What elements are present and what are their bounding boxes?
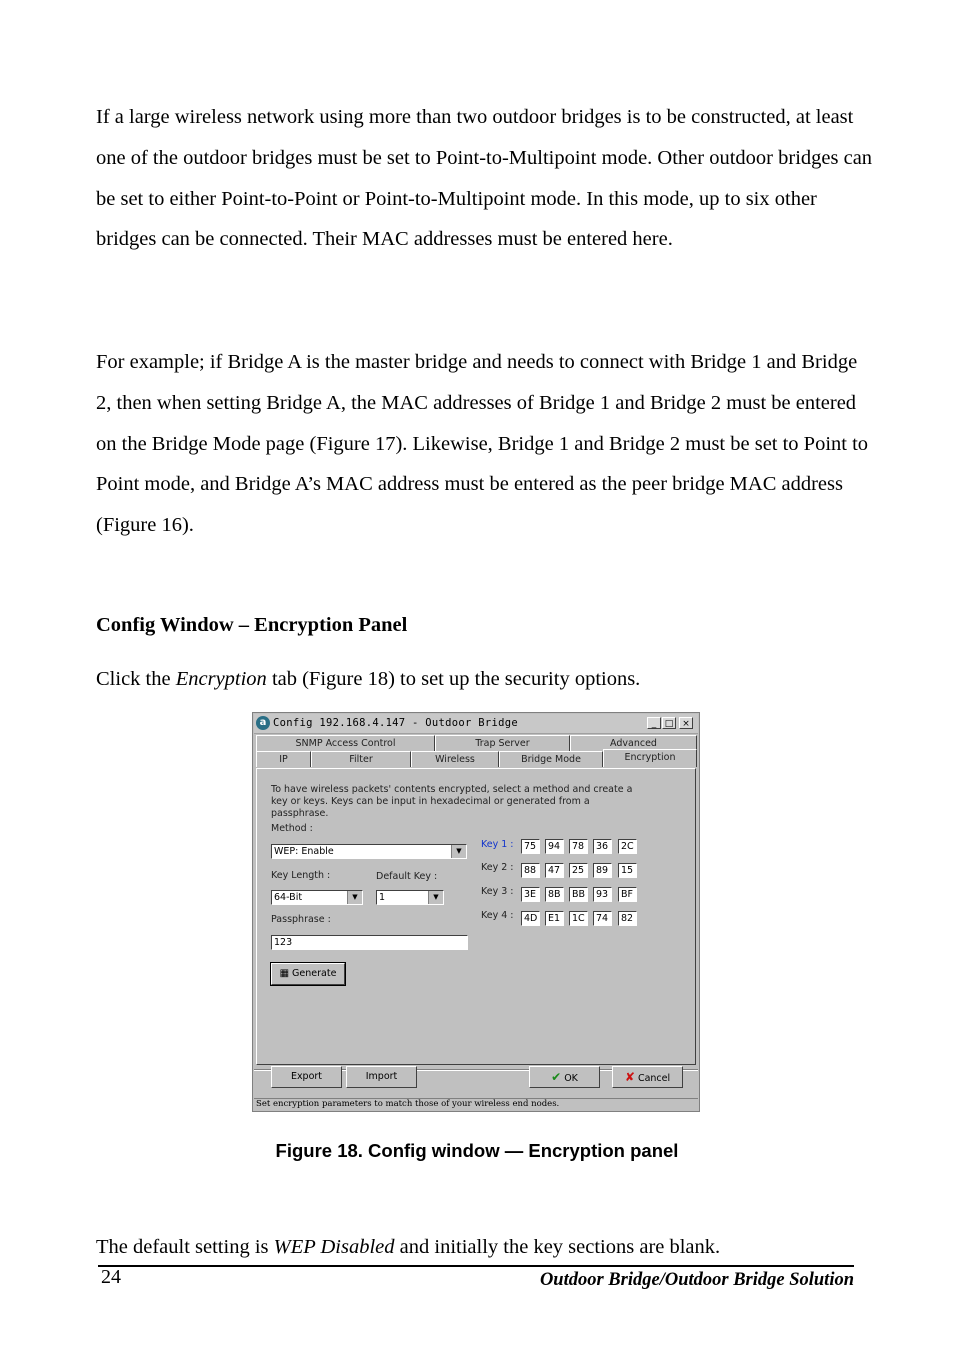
window-titlebar (254, 714, 698, 734)
chevron-down-icon[interactable]: ▼ (347, 891, 362, 904)
key-4-byte-4[interactable]: 74 (593, 911, 612, 926)
key-length-select[interactable] (271, 890, 363, 905)
footer-title: Outdoor Bridge/Outdoor Bridge Solution (539, 1270, 854, 1290)
section-heading: Config Window – Encryption Panel (96, 614, 408, 636)
ok-label: OK (564, 1073, 578, 1084)
key-4-label: Key 4 : (481, 910, 514, 921)
intro-text-before: Click the (96, 668, 176, 690)
default-key-label: Default Key : (376, 871, 438, 882)
key-1-byte-2[interactable]: 94 (545, 839, 564, 854)
key-4-byte-3[interactable]: 1C (569, 911, 588, 926)
minimize-icon[interactable]: _ (647, 717, 661, 729)
passphrase-label: Passphrase : (271, 914, 331, 925)
key-3-byte-1[interactable]: 3E (521, 887, 540, 902)
checkmark-icon: ✔ (551, 1070, 562, 1084)
method-value: WEP: Enable (274, 846, 334, 857)
app-logo-icon: a (256, 716, 270, 730)
key-3-label: Key 3 : (481, 886, 514, 897)
default-key-value: 1 (379, 892, 386, 903)
tab-snmp-access-control[interactable]: SNMP Access Control (256, 735, 435, 751)
key-1-byte-1[interactable]: 75 (521, 839, 540, 854)
key-1-label: Key 1 : (481, 839, 514, 850)
tab-bridge-mode[interactable]: Bridge Mode (499, 751, 603, 767)
paragraph-multipoint: If a large wireless network using more than two outdoor bridges is to be constructed, at least one of the outdoor bridges must be set to Point-to-Multipoint mode. Other outdoor bridges can be set to either Point-to-Point or Point-to-Multipoint mode. In this mode, up to six other bridges can be connected. Their MAC addresses must be entered here. (96, 106, 873, 251)
key-4-byte-2[interactable]: E1 (545, 911, 564, 926)
key-4-byte-1[interactable]: 4D (521, 911, 540, 926)
page-number: 24 (101, 1266, 121, 1288)
key-2-byte-2[interactable]: 47 (545, 863, 564, 878)
key-3-byte-2[interactable]: 8B (545, 887, 564, 902)
close-icon[interactable]: × (679, 717, 693, 729)
key-length-value: 64-Bit (274, 892, 303, 903)
method-label: Method : (271, 823, 313, 834)
key-4-byte-5[interactable]: 82 (618, 911, 637, 926)
key-length-label: Key Length : (271, 870, 331, 881)
ok-button[interactable] (529, 1066, 600, 1088)
method-select[interactable] (271, 844, 467, 859)
closing-text-after: and initially the key sections are blank. (394, 1236, 721, 1258)
key-1-byte-4[interactable]: 36 (593, 839, 612, 854)
key-2-byte-1[interactable]: 88 (521, 863, 540, 878)
tab-advanced[interactable]: Advanced (570, 735, 697, 751)
key-3-byte-4[interactable]: 93 (593, 887, 612, 902)
passphrase-input[interactable]: 123 (271, 935, 468, 950)
footer-rule (98, 1265, 854, 1267)
chevron-down-icon[interactable]: ▼ (451, 845, 466, 858)
key-2-byte-4[interactable]: 89 (593, 863, 612, 878)
key-2-byte-5[interactable]: 15 (618, 863, 637, 878)
closing-text-before: The default setting is (96, 1236, 274, 1258)
import-button[interactable]: Import (346, 1066, 417, 1088)
key-3-byte-3[interactable]: BB (569, 887, 588, 902)
chevron-down-icon[interactable]: ▼ (428, 891, 443, 904)
encryption-description: To have wireless packets' contents encrypted, select a method and create a key or keys. Keys can be input in hexadecimal or generated from a passphrase. (271, 784, 633, 819)
key-1-byte-5[interactable]: 2C (618, 839, 637, 854)
export-button[interactable]: Export (271, 1066, 342, 1088)
tab-wireless[interactable]: Wireless (411, 751, 499, 767)
status-bar: Set encryption parameters to match those of your wireless end nodes. (254, 1098, 698, 1110)
key-1-byte-3[interactable]: 78 (569, 839, 588, 854)
cross-icon: ✘ (624, 1070, 635, 1084)
encryption-panel (256, 768, 696, 1065)
closing-emphasis: WEP Disabled (273, 1236, 395, 1258)
tab-trap-server[interactable]: Trap Server (435, 735, 570, 751)
key-3-byte-5[interactable]: BF (618, 887, 637, 902)
tab-encryption[interactable]: Encryption (603, 749, 697, 767)
cancel-button[interactable] (612, 1066, 683, 1088)
intro-emphasis: Encryption (175, 668, 267, 690)
figure-caption: Figure 18. Config window — Encryption panel (275, 1140, 679, 1161)
generate-label: Generate (292, 968, 337, 979)
key-2-label: Key 2 : (481, 862, 514, 873)
default-key-select[interactable] (376, 890, 444, 905)
generate-button[interactable] (271, 963, 345, 985)
cancel-label: Cancel (637, 1073, 671, 1084)
maximize-icon[interactable]: □ (662, 717, 676, 729)
window-title: Config 192.168.4.147 - Outdoor Bridge (273, 717, 518, 729)
config-window (252, 712, 700, 1112)
paragraph-example: For example; if Bridge A is the master bridge and needs to connect with Bridge 1 and Bridge 2, then when setting Bridge A, the MAC addresses of Bridge 1 and Bridge 2 must be entered on the Bridge Mode page (Figure 17). Likewise, Bridge 1 and Bridge 2 must be set to Point to Point mode, and Bridge A’s MAC address must be entered as the peer bridge MAC address (Figure 16). (96, 351, 869, 537)
key-2-byte-3[interactable]: 25 (569, 863, 588, 878)
closing-paragraph (96, 1227, 876, 1268)
intro-text-after: tab (Figure 18) to set up the security options. (266, 668, 641, 690)
tab-filter[interactable]: Filter (311, 751, 411, 767)
tab-ip[interactable]: IP (256, 751, 311, 767)
calculator-icon: ▦ (279, 968, 290, 979)
intro-paragraph (96, 659, 876, 700)
